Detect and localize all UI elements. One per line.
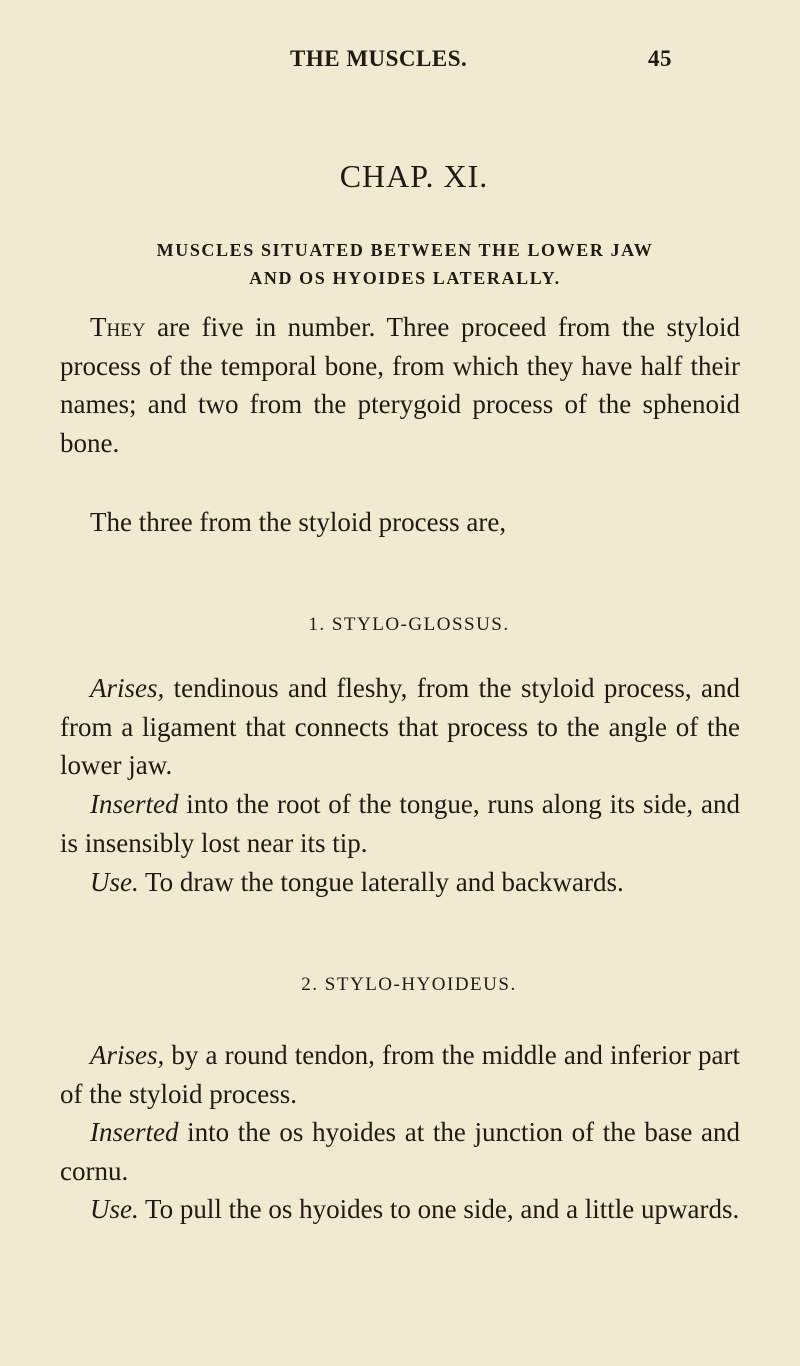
running-head — [0, 46, 800, 78]
chapter-subtitle-line-1: MUSCLES SITUATED BETWEEN THE LOWER JAW — [156, 240, 654, 260]
inserted-term: Inserted — [90, 1117, 179, 1147]
running-title: THE MUSCLES. — [290, 46, 468, 71]
chapter-title: CHAP. XI. — [339, 158, 489, 194]
arises-term: Arises, — [90, 673, 165, 703]
intro-lead-word: They — [90, 312, 146, 342]
stylo-hyoideus-use — [60, 1190, 740, 1229]
intro-text: are five in number. Three proceed from the styloid process of the temporal bone, from which they have half their names; and two from the pterygoid process of the sphenoid bone. — [60, 312, 740, 458]
inserted-text: into the root of the tongue, runs along its side, and is insensibly lost near its tip. — [60, 789, 740, 858]
use-text: To draw the tongue laterally and backwards. — [138, 867, 624, 897]
chapter-subtitle — [60, 236, 750, 292]
use-term: Use. — [90, 1194, 139, 1224]
use-term: Use. — [90, 867, 139, 897]
transition-paragraph: The three from the styloid process are, — [90, 507, 507, 537]
stylo-hyoideus-arises — [60, 1036, 740, 1113]
page-number: 45 — [648, 46, 672, 71]
arises-term: Arises, — [90, 1040, 165, 1070]
arises-text: by a round tendon, from the middle and inferior part of the styloid process. — [60, 1040, 740, 1109]
stylo-glossus-use — [60, 863, 740, 902]
stylo-hyoideus-inserted — [60, 1113, 740, 1190]
inserted-text: into the os hyoides at the junction of the base and cornu. — [60, 1117, 740, 1186]
arises-text: tendinous and fleshy, from the styloid process, and from a ligament that connects that process to the angle of the lower jaw. — [60, 673, 740, 780]
section-heading-stylo-glossus: 1. STYLO-GLOSSUS. — [308, 614, 510, 635]
use-text: To pull the os hyoides to one side, and a little upwards. — [138, 1194, 740, 1224]
section-heading-stylo-hyoideus: 2. STYLO-HYOIDEUS. — [301, 974, 517, 995]
chapter-subtitle-line-2: AND OS HYOIDES LATERALLY. — [249, 268, 561, 288]
inserted-term: Inserted — [90, 789, 179, 819]
intro-paragraph — [60, 308, 740, 462]
stylo-glossus-inserted — [60, 785, 740, 862]
stylo-glossus-arises — [60, 669, 740, 785]
